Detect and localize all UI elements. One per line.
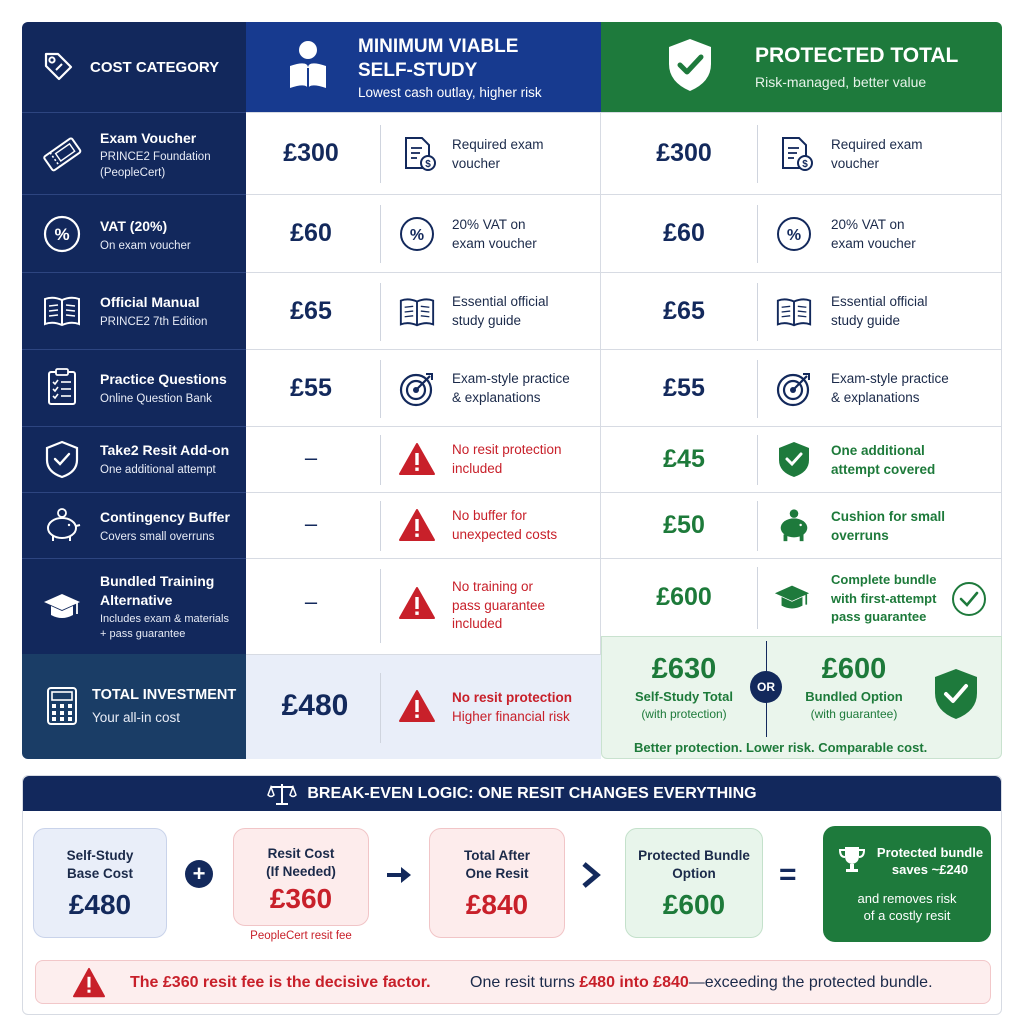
book-icon xyxy=(42,291,82,331)
box-resit-cost: Resit Cost (If Needed) £360 xyxy=(233,828,369,926)
row-title: Contingency Buffer xyxy=(100,509,230,525)
svg-text:$: $ xyxy=(802,159,808,170)
description: Required exam voucher xyxy=(831,137,923,171)
row-exam-voucher-min xyxy=(246,112,601,194)
header-protected-total xyxy=(601,22,1002,112)
row-vat-category xyxy=(22,194,246,272)
min-title: MINIMUM VIABLE SELF-STUDY xyxy=(358,36,519,81)
price: £45 xyxy=(663,445,705,473)
shield-check-icon xyxy=(42,439,82,479)
price: £60 xyxy=(663,219,705,247)
row-subtitle: Includes exam & materials + pass guarantee xyxy=(100,613,229,640)
circle-check-icon xyxy=(951,581,987,617)
row-subtitle: Online Question Bank xyxy=(100,393,212,405)
warning-icon xyxy=(398,507,436,545)
description: No resit protection Higher financial risk xyxy=(452,690,573,724)
resit-note: PeopleCert resit fee xyxy=(250,930,352,942)
price: £60 xyxy=(290,219,332,247)
description: No training or pass guarantee included xyxy=(452,579,546,631)
document-money-icon xyxy=(777,135,815,173)
row-title: Official Manual xyxy=(100,294,200,310)
description: Complete bundle with first-attempt pass guarantee xyxy=(831,572,937,624)
description: 20% VAT on exam voucher xyxy=(452,217,537,251)
header-minimum-viable xyxy=(246,22,601,112)
banner-left-text: The £360 resit fee is the decisive factor. xyxy=(130,974,431,991)
row-subtitle: Covers small overruns xyxy=(100,531,215,543)
row-practice-questions-category xyxy=(22,349,246,426)
row-contingency-pro xyxy=(601,492,1002,558)
target-icon xyxy=(398,370,436,408)
description: Exam-style practice & explanations xyxy=(452,371,570,405)
book-icon xyxy=(775,293,813,331)
row-contingency-category xyxy=(22,492,246,558)
book-icon xyxy=(398,293,436,331)
row-subtitle: One additional attempt xyxy=(100,464,216,476)
row-take2-min xyxy=(246,426,601,492)
banner-right-text: One resit turns £480 into £840—exceeding the protected bundle. xyxy=(470,974,933,991)
price: £65 xyxy=(663,297,705,325)
price-dash: – xyxy=(304,445,318,470)
row-subtitle: PRINCE2 Foundation (PeopleCert) xyxy=(100,151,211,179)
description: Essential official study guide xyxy=(831,294,928,328)
total-investment-category xyxy=(22,654,246,759)
total-pro-footer: Better protection. Lower risk. Comparable cost. xyxy=(634,740,928,755)
price: £55 xyxy=(663,374,705,402)
description: Essential official study guide xyxy=(452,294,549,328)
svg-text:%: % xyxy=(54,225,70,244)
plus-icon: + xyxy=(185,860,213,888)
row-subtitle: On exam voucher xyxy=(100,240,191,252)
graduation-cap-icon xyxy=(42,587,82,627)
graduation-cap-icon xyxy=(773,579,811,617)
row-bundled-min xyxy=(246,558,601,654)
break-even-header xyxy=(23,776,1001,811)
svg-text:$: $ xyxy=(425,159,431,170)
box-total-after-resit: Total After One Resit £840 xyxy=(429,828,565,938)
cost-comparison-table xyxy=(22,22,1002,759)
break-even-title: BREAK-EVEN LOGIC: ONE RESIT CHANGES EVERYTHING xyxy=(307,784,757,802)
row-title: Practice Questions xyxy=(100,371,227,387)
row-exam-voucher-category xyxy=(22,112,246,194)
equals-icon: = xyxy=(779,858,797,891)
box-self-study-base: Self-Study Base Cost £480 xyxy=(33,828,167,938)
ticket-icon xyxy=(42,134,82,174)
percent-icon xyxy=(42,214,82,254)
row-title: Take2 Resit Add-on xyxy=(100,442,230,458)
row-practice-questions-pro xyxy=(601,349,1002,426)
shield-check-icon xyxy=(775,440,813,478)
price-dash: – xyxy=(304,511,318,536)
target-icon xyxy=(775,370,813,408)
row-take2-category xyxy=(22,426,246,492)
row-title: VAT (20%) xyxy=(100,218,168,234)
price: £300 xyxy=(656,139,712,167)
cost-category-label: COST CATEGORY xyxy=(90,59,220,76)
description: No resit protection included xyxy=(452,442,562,476)
description: Exam-style practice & explanations xyxy=(831,371,949,405)
row-vat-min xyxy=(246,194,601,272)
row-title: Exam Voucher xyxy=(100,130,197,146)
description: Cushion for small overruns xyxy=(831,509,946,543)
svg-text:%: % xyxy=(786,227,802,244)
row-bundled-category xyxy=(22,558,246,654)
or-badge: OR xyxy=(750,671,782,703)
min-subtitle: Lowest cash outlay, higher risk xyxy=(358,85,542,100)
price: £55 xyxy=(290,374,332,402)
row-official-manual-category xyxy=(22,272,246,349)
row-take2-pro xyxy=(601,426,1002,492)
reader-icon xyxy=(282,38,334,94)
piggy-bank-icon xyxy=(42,505,82,545)
price: £600 xyxy=(656,583,712,611)
price: £50 xyxy=(663,511,705,539)
warning-icon xyxy=(398,688,436,726)
row-subtitle: PRINCE2 7th Edition xyxy=(100,316,208,328)
document-money-icon xyxy=(400,135,438,173)
description: No buffer for unexpected costs xyxy=(452,508,558,542)
price: £65 xyxy=(290,297,332,325)
row-contingency-min xyxy=(246,492,601,558)
row-bundled-pro xyxy=(601,558,1002,636)
row-practice-questions-min xyxy=(246,349,601,426)
description: 20% VAT on exam voucher xyxy=(831,217,916,251)
warning-icon xyxy=(72,967,106,999)
pro-subtitle: Risk-managed, better value xyxy=(755,74,927,90)
total-pro xyxy=(601,636,1002,759)
total-pro-right: £600 Bundled Option (with guarantee) xyxy=(805,653,903,721)
piggy-bank-icon xyxy=(775,506,813,544)
box-savings: Protected bundle saves ~£240 and removes risk of a costly resit xyxy=(823,826,991,942)
price: £300 xyxy=(283,139,339,167)
balance-scale-icon xyxy=(267,782,297,806)
warning-icon xyxy=(398,585,436,623)
percent-icon xyxy=(398,215,436,253)
total-min-price: £480 xyxy=(281,689,349,722)
header-cost-category xyxy=(22,22,246,112)
warning-icon xyxy=(398,441,436,479)
row-title: Bundled Training Alternative xyxy=(100,573,215,608)
trophy-icon xyxy=(837,844,867,874)
checklist-icon xyxy=(42,367,82,407)
pro-title: PROTECTED TOTAL xyxy=(755,44,959,67)
row-vat-pro xyxy=(601,194,1002,272)
total-min xyxy=(246,654,601,759)
chevron-right-icon xyxy=(579,860,603,890)
percent-icon xyxy=(775,215,813,253)
price-tag-icon xyxy=(40,48,76,84)
row-exam-voucher-pro xyxy=(601,112,1002,194)
total-subtitle: Your all-in cost xyxy=(92,710,181,725)
svg-text:%: % xyxy=(409,227,425,244)
total-title: TOTAL INVESTMENT xyxy=(92,687,237,703)
decisive-factor-banner xyxy=(35,960,991,1004)
calculator-icon xyxy=(42,686,82,726)
shield-check-icon xyxy=(665,36,715,94)
box-protected-bundle: Protected Bundle Option £600 xyxy=(625,828,763,938)
description: Required exam voucher xyxy=(452,137,544,171)
row-official-manual-pro xyxy=(601,272,1002,349)
description: One additional attempt covered xyxy=(831,443,936,477)
shield-check-icon xyxy=(932,667,980,721)
arrow-right-icon xyxy=(385,864,415,886)
total-pro-left: £630 Self-Study Total (with protection) xyxy=(635,653,733,721)
break-even-section xyxy=(22,775,1002,1015)
row-official-manual-min xyxy=(246,272,601,349)
price-dash: – xyxy=(304,589,318,614)
